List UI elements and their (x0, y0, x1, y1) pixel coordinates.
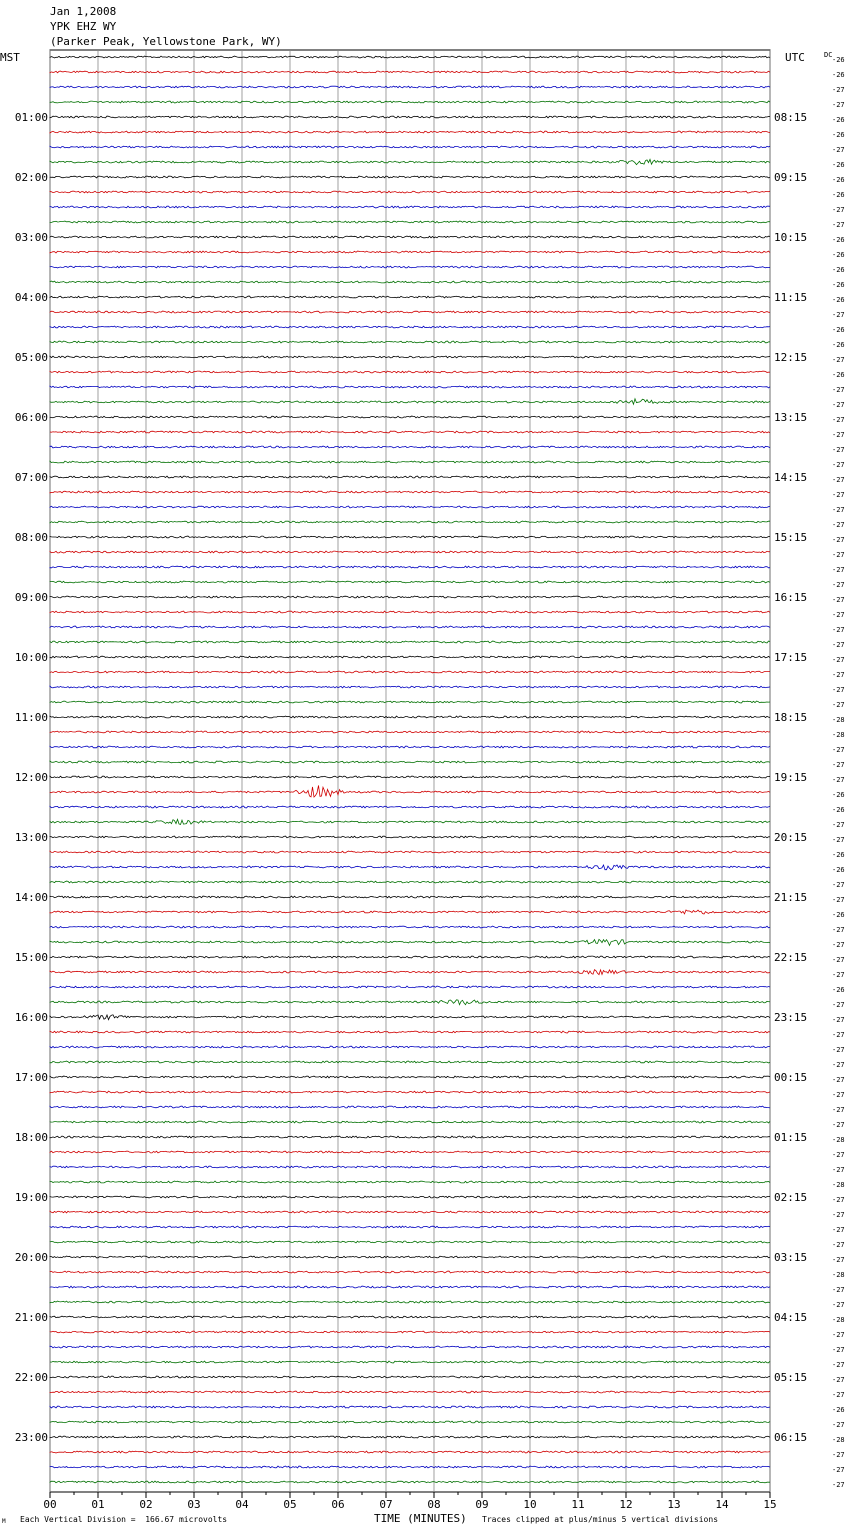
dc-offset-label: -27 (832, 1016, 845, 1024)
dc-offset-label: -27 (832, 521, 845, 529)
trace-line (50, 701, 770, 703)
trace-line (50, 1301, 770, 1303)
dc-offset-label: -27 (832, 671, 845, 679)
trace-line (50, 1271, 770, 1273)
left-timezone-label: MST (0, 51, 20, 64)
trace-line (50, 1136, 770, 1138)
right-hour-label: 15:15 (774, 531, 808, 544)
right-hour-label: 04:15 (774, 1311, 808, 1324)
trace-line (50, 1181, 770, 1183)
trace-line (50, 296, 770, 298)
header-location: (Parker Peak, Yellowstone Park, WY) (50, 35, 282, 48)
trace-line (50, 896, 770, 898)
dc-offset-label: -27 (832, 611, 845, 619)
x-tick-label: 14 (715, 1498, 729, 1511)
trace-line (50, 386, 770, 388)
right-hour-label: 10:15 (774, 231, 808, 244)
trace-line (50, 1121, 770, 1123)
dc-offset-label: -27 (832, 626, 845, 634)
trace-line (50, 1151, 770, 1153)
dc-offset-label: -26 (832, 851, 845, 859)
left-hour-label: 09:00 (14, 591, 48, 604)
trace-line (50, 581, 770, 583)
dc-offset-label: -27 (832, 896, 845, 904)
dc-offset-label: -27 (832, 356, 845, 364)
x-tick-label: 09 (475, 1498, 489, 1511)
trace-line (50, 1015, 770, 1020)
trace-line (50, 819, 770, 824)
dc-offset-label: -27 (832, 1121, 845, 1129)
x-tick-label: 08 (427, 1498, 441, 1511)
dc-offset-label: -26 (832, 176, 845, 184)
trace-line (50, 761, 770, 763)
right-hour-label: 06:15 (774, 1431, 808, 1444)
trace-line (50, 146, 770, 148)
trace-line (50, 536, 770, 538)
left-hour-label: 13:00 (14, 831, 48, 844)
trace-line (50, 399, 770, 404)
dc-offset-label: -27 (832, 1346, 845, 1354)
left-hour-label: 17:00 (14, 1071, 48, 1084)
left-hour-label: 11:00 (14, 711, 48, 724)
dc-offset-label: -28 (832, 1181, 845, 1189)
trace-line (50, 1091, 770, 1093)
dc-offset-label: -27 (832, 821, 845, 829)
x-tick-label: 06 (331, 1498, 345, 1511)
dc-offset-label: -27 (832, 581, 845, 589)
dc-offset-label: -26 (832, 371, 845, 379)
dc-offset-label: -27 (832, 1151, 845, 1159)
dc-offset-label: -26 (832, 296, 845, 304)
left-hour-label: 03:00 (14, 231, 48, 244)
trace-line (50, 116, 770, 118)
trace-line (50, 131, 770, 133)
right-hour-label: 00:15 (774, 1071, 808, 1084)
right-hour-label: 05:15 (774, 1371, 808, 1384)
trace-line (50, 56, 770, 58)
trace-line (50, 970, 770, 975)
trace-line (50, 1376, 770, 1378)
dc-offset-label: -27 (832, 1046, 845, 1054)
trace-line (50, 716, 770, 718)
right-hour-label: 14:15 (774, 471, 808, 484)
left-hour-label: 05:00 (14, 351, 48, 364)
dc-offset-label: -27 (832, 971, 845, 979)
left-hour-label: 08:00 (14, 531, 48, 544)
left-hour-label: 19:00 (14, 1191, 48, 1204)
trace-line (50, 1316, 770, 1318)
trace-line (50, 1331, 770, 1333)
trace-line (50, 1076, 770, 1078)
trace-line (50, 416, 770, 418)
trace-line (50, 506, 770, 508)
trace-line (50, 356, 770, 358)
trace-line (50, 491, 770, 493)
trace-line (50, 1000, 770, 1005)
dc-offset-label: -26 (832, 236, 845, 244)
trace-line (50, 641, 770, 643)
dc-offset-label: -27 (832, 956, 845, 964)
trace-line (50, 521, 770, 523)
trace-line (50, 461, 770, 463)
trace-line (50, 176, 770, 178)
right-hour-label: 03:15 (774, 1251, 808, 1264)
right-hour-label: 01:15 (774, 1131, 808, 1144)
trace-line (50, 1166, 770, 1168)
trace-line (50, 851, 770, 853)
x-tick-label: 03 (187, 1498, 201, 1511)
dc-offset-label: -27 (832, 1166, 845, 1174)
trace-line (50, 326, 770, 328)
dc-offset-label: -27 (832, 146, 845, 154)
dc-offset-label: -27 (832, 1211, 845, 1219)
trace-line (50, 71, 770, 73)
trace-group (50, 56, 770, 1483)
trace-line (50, 206, 770, 208)
trace-line (50, 926, 770, 928)
trace-line (50, 776, 770, 778)
dc-offset-label: -27 (832, 461, 845, 469)
x-tick-label: 01 (91, 1498, 105, 1511)
left-hour-label: 16:00 (14, 1011, 48, 1024)
trace-line (50, 611, 770, 613)
right-hour-label: 13:15 (774, 411, 808, 424)
left-hour-label: 07:00 (14, 471, 48, 484)
trace-line (50, 1226, 770, 1228)
left-hour-label: 22:00 (14, 1371, 48, 1384)
dc-offset-label: -27 (832, 1376, 845, 1384)
right-hour-label: 09:15 (774, 171, 808, 184)
left-hour-label: 04:00 (14, 291, 48, 304)
trace-line (50, 865, 770, 870)
dc-offset-label: -27 (832, 566, 845, 574)
trace-line (50, 551, 770, 553)
dc-offset-label: -27 (832, 1256, 845, 1264)
left-hour-label: 10:00 (14, 651, 48, 664)
left-hour-label: 06:00 (14, 411, 48, 424)
trace-line (50, 236, 770, 238)
trace-line (50, 731, 770, 733)
dc-offset-label: -27 (832, 491, 845, 499)
trace-line (50, 446, 770, 448)
dc-offset-label: -28 (832, 731, 845, 739)
trace-line (50, 1481, 770, 1483)
trace-line (50, 836, 770, 838)
dc-offset-label: -28 (832, 1136, 845, 1144)
trace-line (50, 910, 770, 914)
dc-offset-label: -27 (832, 686, 845, 694)
corner-mark: M (2, 1518, 6, 1525)
trace-line (50, 221, 770, 223)
dc-offset-label: -27 (832, 1091, 845, 1099)
trace-line (50, 956, 770, 958)
dc-offset-label: -26 (832, 191, 845, 199)
dc-offset-label: -28 (832, 1436, 845, 1444)
dc-offset-label: -27 (832, 476, 845, 484)
trace-line (50, 596, 770, 598)
x-axis-title: TIME (MINUTES) (374, 1512, 467, 1525)
dc-offset-label: -27 (832, 836, 845, 844)
x-tick-label: 07 (379, 1498, 393, 1511)
right-hour-label: 23:15 (774, 1011, 808, 1024)
trace-line (50, 476, 770, 478)
dc-offset-label: -26 (832, 1406, 845, 1414)
right-hour-label: 16:15 (774, 591, 808, 604)
right-hour-label: 22:15 (774, 951, 808, 964)
dc-offset-label: -27 (832, 1061, 845, 1069)
trace-line (50, 626, 770, 628)
dc-offset-label: -27 (832, 101, 845, 109)
trace-line (50, 1436, 770, 1438)
trace-line (50, 1391, 770, 1393)
scale-note: Each Vertical Division = 166.67 microvolts (20, 1515, 228, 1524)
trace-line (50, 785, 770, 797)
left-hour-label: 12:00 (14, 771, 48, 784)
trace-line (50, 1466, 770, 1468)
dc-offset-label: -28 (832, 1271, 845, 1279)
dc-offset-label: -26 (832, 161, 845, 169)
x-tick-label: 02 (139, 1498, 153, 1511)
dc-offset-label: -27 (832, 1226, 845, 1234)
dc-offset-label: -27 (832, 1451, 845, 1459)
trace-line (50, 566, 770, 568)
dc-offset-label: -27 (832, 926, 845, 934)
dc-offset-label: -27 (832, 1106, 845, 1114)
dc-offset-label: -28 (832, 716, 845, 724)
trace-line (50, 86, 770, 88)
dc-label: DC (824, 51, 833, 59)
left-hour-label: 15:00 (14, 951, 48, 964)
trace-line (50, 191, 770, 193)
right-hour-label: 20:15 (774, 831, 808, 844)
left-hour-label: 21:00 (14, 1311, 48, 1324)
dc-offset-label: -27 (832, 641, 845, 649)
dc-offset-label: -26 (832, 116, 845, 124)
x-tick-label: 11 (571, 1498, 585, 1511)
trace-line (50, 1061, 770, 1063)
dc-offset-label: -27 (832, 431, 845, 439)
trace-line (50, 1421, 770, 1423)
trace-line (50, 1046, 770, 1048)
trace-line (50, 881, 770, 883)
x-tick-label: 15 (763, 1498, 777, 1511)
trace-line (50, 1286, 770, 1288)
trace-line (50, 311, 770, 313)
dc-offset-label: -27 (832, 1361, 845, 1369)
dc-offset-label: -26 (832, 281, 845, 289)
dc-offset-label: -27 (832, 656, 845, 664)
dc-offset-label: -27 (832, 1241, 845, 1249)
dc-offset-label: -28 (832, 1316, 845, 1324)
right-hour-label: 21:15 (774, 891, 808, 904)
right-timezone-label: UTC (785, 51, 805, 64)
left-hour-label: 01:00 (14, 111, 48, 124)
dc-offset-label: -26 (832, 71, 845, 79)
dc-offset-label: -27 (832, 776, 845, 784)
left-hour-label: 23:00 (14, 1431, 48, 1444)
x-tick-label: 04 (235, 1498, 249, 1511)
header-station: YPK EHZ WY (50, 20, 117, 33)
dc-offset-label: -26 (832, 866, 845, 874)
dc-offset-label: -27 (832, 746, 845, 754)
dc-offset-label: -27 (832, 1466, 845, 1474)
clip-note: Traces clipped at plus/minus 5 vertical divisions (482, 1515, 719, 1524)
dc-offset-label: -26 (832, 911, 845, 919)
right-hour-label: 17:15 (774, 651, 808, 664)
trace-line (50, 281, 770, 283)
dc-offset-label: -27 (832, 86, 845, 94)
right-hour-label: 12:15 (774, 351, 808, 364)
dc-offset-label: -26 (832, 986, 845, 994)
trace-line (50, 1196, 770, 1198)
header-date: Jan 1,2008 (50, 5, 117, 18)
dc-offset-label: -26 (832, 131, 845, 139)
dc-offset-label: -27 (832, 386, 845, 394)
dc-offset-label: -27 (832, 881, 845, 889)
dc-offset-label: -27 (832, 1001, 845, 1009)
trace-line (50, 1346, 770, 1348)
right-hour-label: 02:15 (774, 1191, 808, 1204)
trace-line (50, 671, 770, 673)
dc-offset-label: -27 (832, 1331, 845, 1339)
dc-offset-label: -27 (832, 701, 845, 709)
trace-line (50, 431, 770, 433)
dc-offset-label: -26 (832, 56, 845, 64)
trace-line (50, 1256, 770, 1258)
right-hour-label: 19:15 (774, 771, 808, 784)
trace-line (50, 1451, 770, 1453)
right-hour-label: 08:15 (774, 111, 808, 124)
right-hour-label: 11:15 (774, 291, 808, 304)
x-tick-label: 05 (283, 1498, 297, 1511)
trace-line (50, 371, 770, 373)
dc-offset-label: -27 (832, 1421, 845, 1429)
trace-line (50, 746, 770, 748)
trace-line (50, 341, 770, 343)
trace-line (50, 1406, 770, 1408)
trace-line (50, 101, 770, 103)
dc-offset-label: -26 (832, 341, 845, 349)
trace-line (50, 986, 770, 988)
right-hour-label: 18:15 (774, 711, 808, 724)
x-tick-label: 12 (619, 1498, 633, 1511)
left-hour-label: 18:00 (14, 1131, 48, 1144)
dc-offset-label: -27 (832, 206, 845, 214)
dc-offset-label: -27 (832, 761, 845, 769)
dc-offset-label: -26 (832, 326, 845, 334)
dc-offset-label: -27 (832, 551, 845, 559)
dc-offset-label: -27 (832, 1031, 845, 1039)
dc-offset-label: -26 (832, 806, 845, 814)
trace-line (50, 1031, 770, 1033)
dc-offset-label: -27 (832, 536, 845, 544)
trace-line (50, 939, 770, 945)
dc-offset-label: -27 (832, 221, 845, 229)
left-hour-label: 02:00 (14, 171, 48, 184)
dc-offset-label: -27 (832, 941, 845, 949)
dc-offset-label: -27 (832, 1391, 845, 1399)
trace-line (50, 1106, 770, 1108)
dc-offset-label: -27 (832, 1196, 845, 1204)
trace-line (50, 159, 770, 164)
x-tick-label: 10 (523, 1498, 537, 1511)
left-hour-label: 14:00 (14, 891, 48, 904)
left-hour-label: 20:00 (14, 1251, 48, 1264)
dc-offset-label: -27 (832, 596, 845, 604)
dc-offset-label: -27 (832, 1286, 845, 1294)
dc-offset-label: -27 (832, 1481, 845, 1489)
trace-line (50, 1361, 770, 1363)
dc-offset-label: -27 (832, 401, 845, 409)
trace-line (50, 656, 770, 658)
trace-line (50, 686, 770, 688)
x-tick-label: 13 (667, 1498, 681, 1511)
dc-offset-label: -26 (832, 791, 845, 799)
dc-offset-label: -27 (832, 506, 845, 514)
trace-line (50, 806, 770, 808)
dc-offset-label: -26 (832, 266, 845, 274)
trace-line (50, 1241, 770, 1243)
dc-offset-label: -27 (832, 446, 845, 454)
x-tick-label: 00 (43, 1498, 57, 1511)
trace-line (50, 251, 770, 253)
trace-line (50, 266, 770, 268)
dc-offset-label: -27 (832, 1076, 845, 1084)
dc-offset-label: -27 (832, 416, 845, 424)
trace-line (50, 1211, 770, 1213)
dc-offset-label: -27 (832, 1301, 845, 1309)
dc-offset-label: -27 (832, 311, 845, 319)
label-group (15, 56, 845, 1511)
dc-offset-label: -26 (832, 251, 845, 259)
